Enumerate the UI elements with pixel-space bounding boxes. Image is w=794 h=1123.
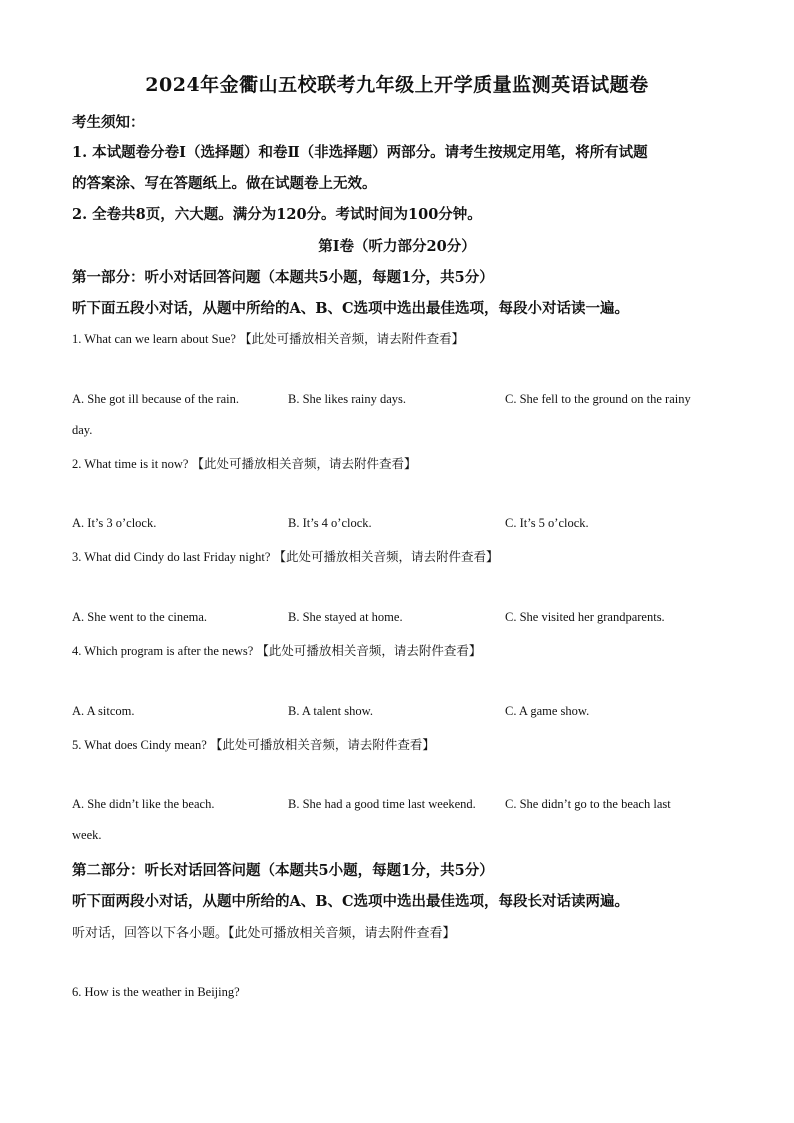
option-a: A. She got ill because of the rain. xyxy=(72,392,239,406)
part2-heading: 第二部分：听长对话回答问题（本题共5小题，每题1分，共5分） xyxy=(72,862,494,879)
notice-item1-line2: 的答案涂、写在答题纸上。做在试题卷上无效。 xyxy=(72,175,377,192)
option-c: C. She didn’t go to the beach last xyxy=(505,797,671,811)
option-c-continued: week. xyxy=(72,828,102,842)
option-b: B. A talent show. xyxy=(288,704,373,718)
question-stem: 4. Which program is after the news? 【此处可播放相关音频，请去附件查看】 xyxy=(72,644,482,658)
part1-instruction: 听下面五段小对话，从题中所给的A、B、C选项中选出最佳选项，每段小对话读一遍。 xyxy=(72,300,630,317)
option-c: C. A game show. xyxy=(505,704,590,718)
page-title: 2024年金衢山五校联考九年级上开学质量监测英语试题卷 xyxy=(145,74,649,96)
option-c: C. She fell to the ground on the rainy xyxy=(505,392,691,406)
part2-listen-line: 听对话，回答以下各小题。【此处可播放相关音频，请去附件查看】 xyxy=(72,925,456,940)
option-c: C. She visited her grandparents. xyxy=(505,610,665,624)
option-b: B. It’s 4 o’clock. xyxy=(288,516,372,530)
option-a: A. It’s 3 o’clock. xyxy=(72,516,157,530)
option-c-continued: day. xyxy=(72,423,93,437)
part2-instruction: 听下面两段小对话，从题中所给的A、B、C选项中选出最佳选项，每段长对话读两遍。 xyxy=(72,893,630,910)
option-c: C. It’s 5 o’clock. xyxy=(505,516,589,530)
notice-heading: 考生须知： xyxy=(72,114,145,131)
notice-item2: 2. 全卷共8页，六大题。满分为120分。考试时间为100分钟。 xyxy=(72,206,482,223)
notice-item1-line1: 1. 本试题卷分卷Ⅰ（选择题）和卷Ⅱ（非选择题）两部分。请考生按规定用笔，将所有试题 xyxy=(72,144,648,161)
question-stem: 3. What did Cindy do last Friday night? 【此处可播放相关音频，请去附件查看】 xyxy=(72,550,499,564)
question-stem: 5. What does Cindy mean? 【此处可播放相关音频，请去附件查看】 xyxy=(72,738,435,752)
question-stem: 1. What can we learn about Sue? 【此处可播放相关音频，请去附件查看】 xyxy=(72,332,465,346)
option-b: B. She stayed at home. xyxy=(288,610,403,624)
part1-heading: 第一部分：听小对话回答问题（本题共5小题，每题1分，共5分） xyxy=(72,269,494,286)
question-stem: 6. How is the weather in Beijing? xyxy=(72,985,240,999)
volume1-heading: 第Ⅰ卷（听力部分20分） xyxy=(318,238,476,255)
option-a: A. She didn’t like the beach. xyxy=(72,797,215,811)
option-b: B. She had a good time last weekend. xyxy=(288,797,476,811)
question-stem: 2. What time is it now? 【此处可播放相关音频，请去附件查看】 xyxy=(72,457,417,471)
option-a: A. A sitcom. xyxy=(72,704,135,718)
option-b: B. She likes rainy days. xyxy=(288,392,407,406)
option-a: A. She went to the cinema. xyxy=(72,610,208,624)
